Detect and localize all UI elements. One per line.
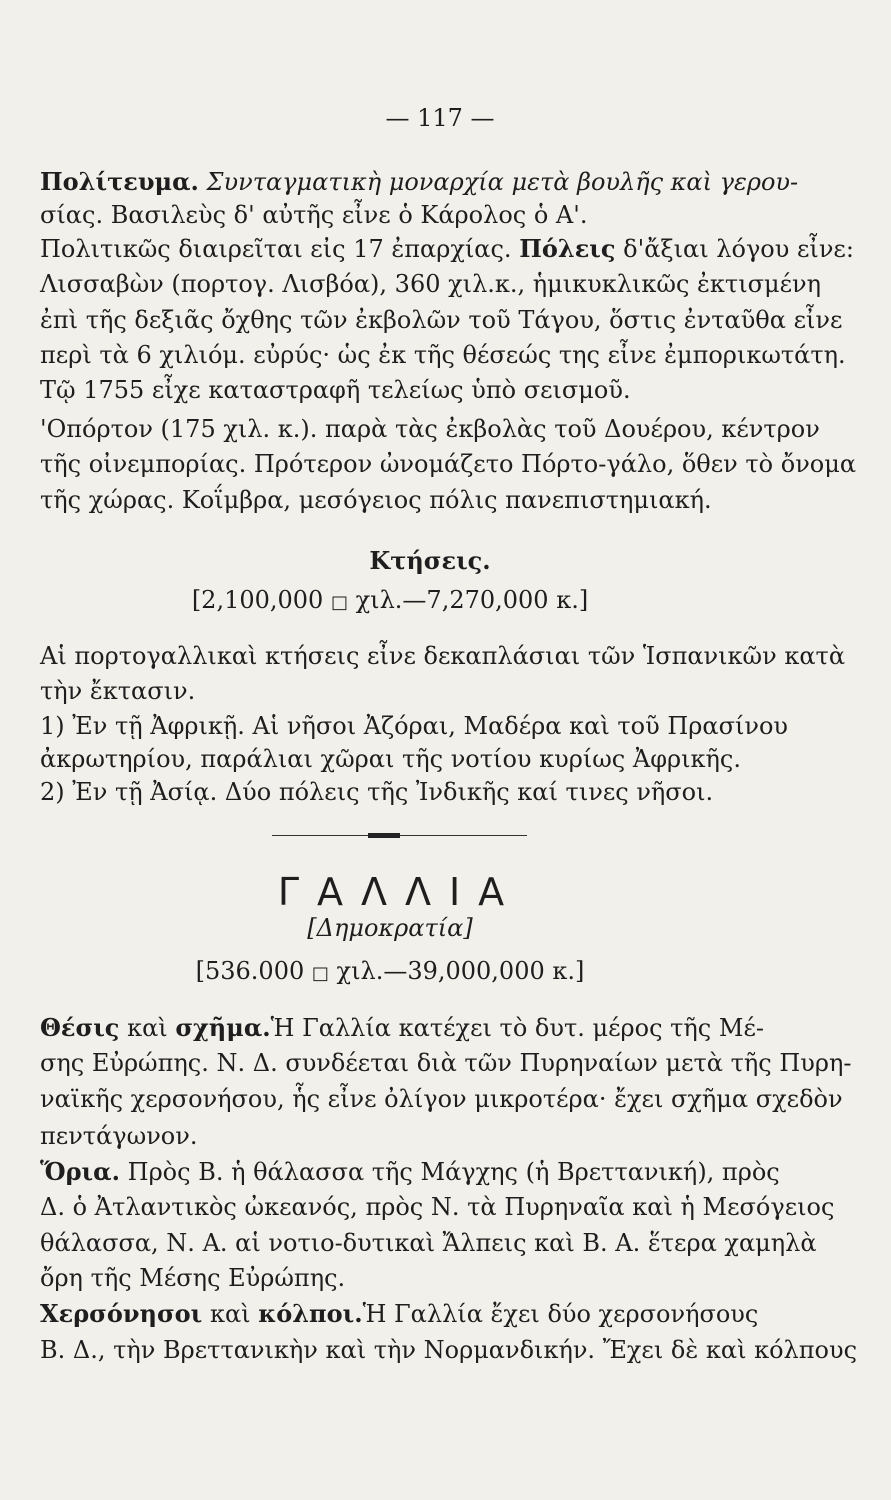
ktiseis-area: [2,100,000 bbox=[191, 586, 324, 614]
cherso-line-1 bbox=[40, 1298, 759, 1330]
thesis-kai: καὶ bbox=[127, 1014, 168, 1042]
provinces-text: Πολιτικῶς διαιρεῖται εἰς 17 ἐπαρχίας. bbox=[40, 235, 512, 263]
oria-label: Ὅρια. bbox=[40, 1157, 120, 1186]
ktiseis-asia: 2) Ἐν τῇ Ἀσίᾳ. Δύο πόλεις τῆς Ἰνδικῆς καί τινες νῆσοι. bbox=[40, 778, 714, 806]
cherso-text-1: Ἡ Γαλλία ἔχει δύο χερσονήσους bbox=[362, 1300, 759, 1328]
thesis-line-1 bbox=[40, 1012, 764, 1044]
section-divider-ornament bbox=[368, 833, 400, 838]
porto-line-1: 'Οπόρτον (175 χιλ. κ.). παρὰ τὰς ἐκβολὰς τοῦ Δουέρου, κέντρον bbox=[40, 415, 820, 443]
coimbra-line: τῆς χώρας. Κοΐμβρα, μεσόγειος πόλις πανεπιστημιακή. bbox=[40, 486, 712, 514]
ktiseis-heading: Κτήσεις. bbox=[369, 546, 491, 575]
oria-line-2: Δ. ὁ Ἀτλαντικὸς ὠκεανός, πρὸς Ν. τὰ Πυρηναῖα καὶ ἡ Μεσόγειος bbox=[40, 1193, 835, 1221]
ktiseis-population: χιλ.—7,270,000 κ.] bbox=[355, 586, 589, 614]
lisbon-line-1: Λισσαβὼν (πορτογ. Λισβόα), 360 χιλ.κ., ἡμικυκλικῶς ἐκτισμένη bbox=[40, 270, 821, 298]
oria-text-1: Πρὸς Β. ἡ θάλασσα τῆς Μάγχης (ἡ Βρεττανική), πρὸς bbox=[127, 1158, 780, 1186]
oria-line-3: θάλασσα, Ν. Α. αἱ νοτιο-δυτικαὶ Ἄλπεις καὶ Β. Α. ἕτερα χαμηλὰ bbox=[40, 1229, 817, 1257]
gallia-subtitle: [Δημοκρατία] bbox=[307, 914, 473, 942]
gallia-title: ΓΑΛΛΙΑ bbox=[277, 870, 523, 914]
politeuma-line-1 bbox=[40, 166, 799, 198]
thesis-text-1: Ἡ Γαλλία κατέχει τὸ δυτ. μέρος τῆς Μέ- bbox=[270, 1014, 764, 1042]
cherso-label: Χερσόνησοι bbox=[40, 1299, 203, 1328]
cherso-line-2: Β. Δ., τὴν Βρεττανικὴν καὶ τὴν Νορμανδικήν. Ἔχει δὲ καὶ κόλπους bbox=[40, 1336, 858, 1364]
politeuma-line-2: σίας. Βασιλεὺς δ' αὐτῆς εἶνε ὁ Κάρολος ὁ Α'. bbox=[40, 201, 588, 229]
oria-line-1 bbox=[40, 1156, 780, 1188]
ktiseis-africa-2: ἀκρωτηρίου, παράλιαι χῶραι τῆς νοτίου κυρίως Ἀφρικῆς. bbox=[40, 745, 741, 773]
square-symbol-icon: □ bbox=[330, 592, 348, 613]
politeuma-label: Πολίτευμα. bbox=[40, 167, 199, 196]
gallia-population: χιλ.—39,000,000 κ.] bbox=[336, 957, 585, 985]
lisbon-line-3: περὶ τὰ 6 χιλιόμ. εὐρύς· ὡς ἐκ τῆς θέσεώς της εἶνε ἐμπορικωτάτη. bbox=[40, 341, 846, 369]
kolpoi-label: κόλποι. bbox=[258, 1299, 363, 1328]
thesis-line-4: πεντάγωνον. bbox=[40, 1122, 198, 1150]
poleis-label: Πόλεις bbox=[519, 234, 616, 263]
square-symbol-icon: □ bbox=[311, 963, 329, 984]
schima-label: σχῆμα. bbox=[175, 1013, 271, 1042]
cherso-kai: καὶ bbox=[209, 1300, 251, 1328]
oria-line-4: ὄρη τῆς Μέσης Εὐρώπης. bbox=[40, 1264, 346, 1292]
thesis-line-2: σης Εὐρώπης. Ν. Δ. συνδέεται διὰ τῶν Πυρηναίων μετὰ τῆς Πυρη- bbox=[40, 1049, 852, 1077]
ktiseis-line-1: Αἱ πορτογαλλικαὶ κτήσεις εἶνε δεκαπλάσιαι τῶν Ἱσπανικῶν κατὰ bbox=[40, 642, 846, 670]
ktiseis-africa-1: 1) Ἐν τῇ Ἀφρικῇ. Αἱ νῆσοι Ἀζόραι, Μαδέρα καὶ τοῦ Πρασίνου bbox=[40, 712, 788, 740]
gallia-area: [536.000 bbox=[195, 957, 305, 985]
ktiseis-stats bbox=[100, 584, 680, 619]
politeuma-text-1: Συνταγματικὴ μοναρχία μετὰ βουλῆς καὶ γερου- bbox=[206, 168, 799, 196]
lisbon-line-2: ἐπὶ τῆς δεξιᾶς ὄχθης τῶν ἐκβολῶν τοῦ Τάγου, ὅστις ἐνταῦθα εἶνε bbox=[40, 306, 843, 334]
lisbon-line-4: Τῷ 1755 εἶχε καταστραφῆ τελείως ὑπὸ σεισμοῦ. bbox=[40, 376, 631, 404]
cities-line-1 bbox=[40, 233, 854, 265]
page-number: — 117 — bbox=[385, 104, 495, 132]
thesis-label: Θέσις bbox=[40, 1013, 120, 1042]
porto-line-2: τῆς οἰνεμπορίας. Πρότερον ὠνομάζετο Πόρτο-γάλο, ὅθεν τὸ ὄνομα bbox=[40, 450, 857, 478]
thesis-line-3: ναϊκῆς χερσονήσου, ἧς εἶνε ὀλίγον μικροτέρα· ἔχει σχῆμα σχεδὸν bbox=[40, 1085, 843, 1113]
gallia-stats bbox=[100, 955, 680, 990]
ktiseis-line-2: τὴν ἔκτασιν. bbox=[40, 677, 196, 705]
cities-intro: δ'ἄξιαι λόγου εἶνε: bbox=[623, 235, 854, 263]
